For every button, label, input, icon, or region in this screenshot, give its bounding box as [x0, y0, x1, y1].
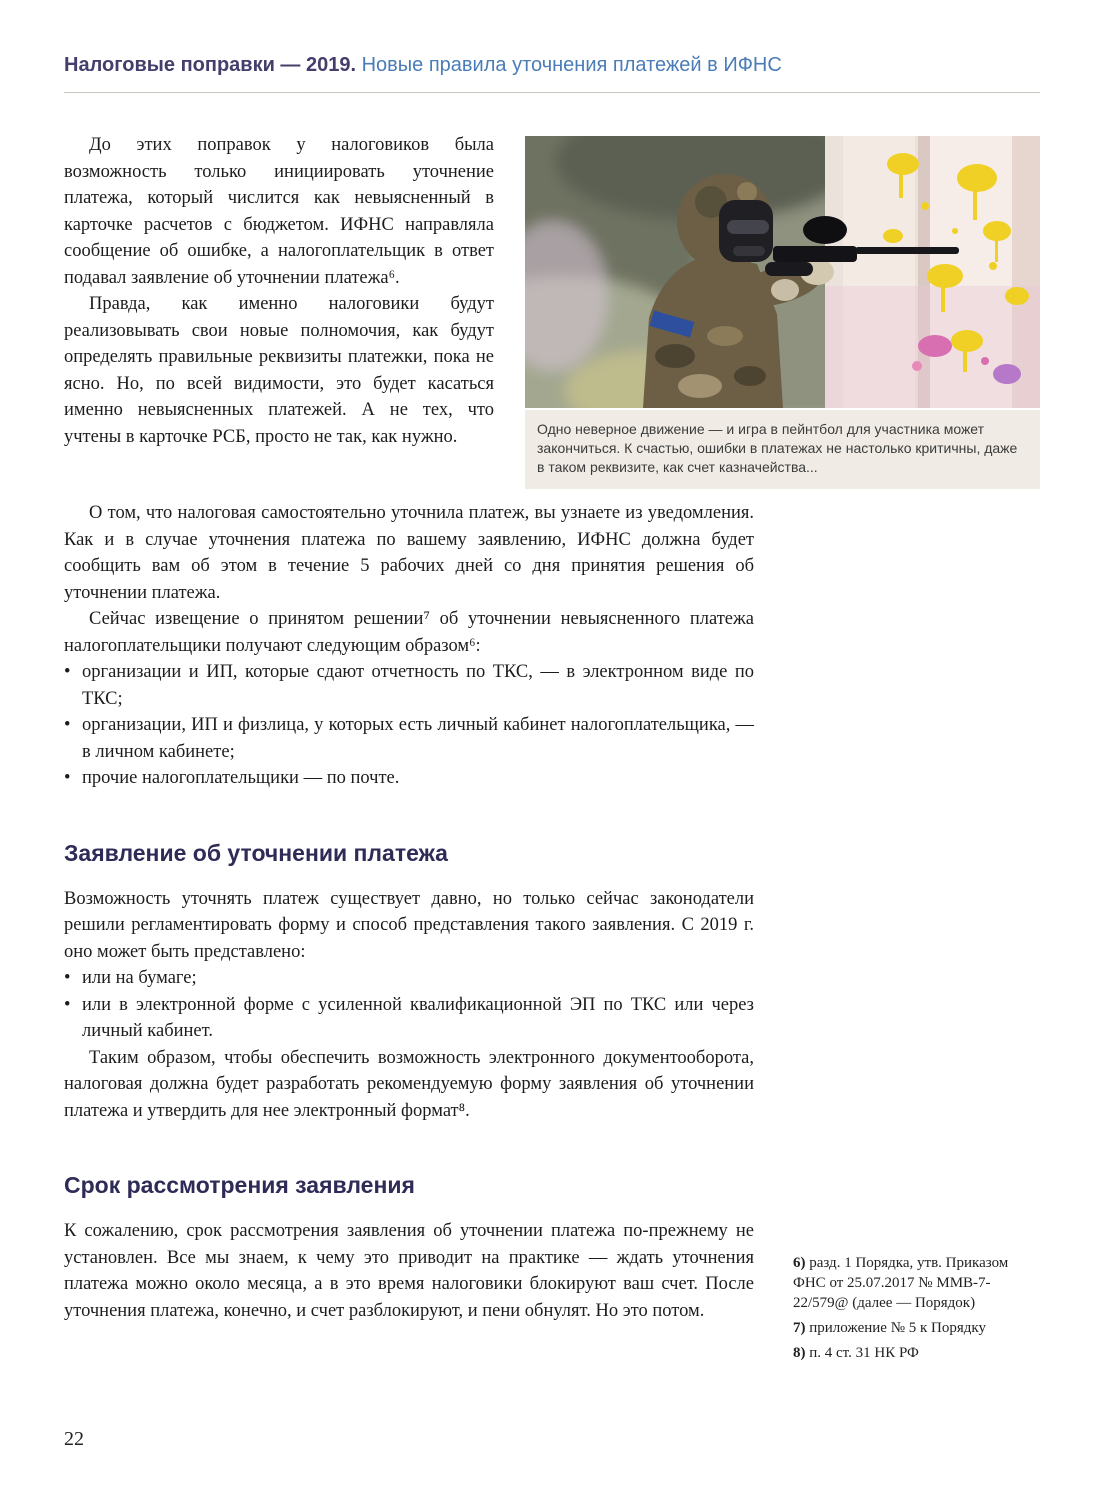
- bullet-icon: •: [64, 968, 71, 988]
- list-item-text: организации и ИП, которые сдают отчетность по ТКС, — в электронном виде по ТКС;: [82, 662, 754, 709]
- paragraph: Сейчас извещение о принятом решении⁷ об уточнении невыясненного платежа налогоплательщики получают следующим образом⁶:: [64, 609, 754, 656]
- list-item-text: прочие налогоплательщики — по почте.: [82, 768, 400, 788]
- footnote: [793, 1253, 1035, 1313]
- footnotes: [793, 1253, 1035, 1368]
- page-number: 22: [64, 1428, 84, 1450]
- footnote-text: п. 4 ст. 31 НК РФ: [805, 1345, 919, 1361]
- paragraph: Таким образом, чтобы обеспечить возможность электронного документооборота, налоговая должна будет разработать рекомендуемую форму заявления об уточнении платежа и утвердить для нее электронный формат⁸.: [64, 1047, 754, 1121]
- paragraph: О том, что налоговая самостоятельно уточнила платеж, вы узнаете из уведомления. Как и в случае уточнения платежа по вашему заявлению, ИФНС должна будет сообщить вам об этом в течение 5 рабочих дней со дня принятия решения об уточнении платежа.: [64, 503, 754, 603]
- list-item: [64, 659, 754, 712]
- footnote-number: 8): [793, 1345, 806, 1361]
- section-heading-application: Заявление об уточнении платежа: [64, 839, 448, 866]
- footnote: [793, 1318, 1035, 1338]
- list-item-text: или на бумаге;: [82, 968, 197, 988]
- list-item: [64, 965, 754, 992]
- paragraph: Правда, как именно налоговики будут реализовывать свои новые полномочия, как будут определять правильные реквизиты платежки, пока не ясно. Но, по всей видимости, это будет касаться именно невыясненных платежей. А не тех, что учтены в карточке РСБ, просто не так, как нужно.: [64, 294, 494, 447]
- list-item: [64, 712, 754, 765]
- list-item: [64, 765, 754, 792]
- application-forms-list: [64, 965, 754, 1045]
- bullet-icon: •: [64, 715, 71, 735]
- bullet-icon: •: [64, 994, 71, 1015]
- paragraph: До этих поправок у налоговиков была возможность только инициировать уточнение платежа, который числится как невыясненный в карточке расчетов с бюджетом. ИФНС направляла сообщение об ошибке, а налогоплательщик в ответ подавал заявление об уточнении платежа⁶.: [64, 135, 494, 288]
- footnote-number: 6): [793, 1255, 806, 1271]
- page-content: [64, 132, 1040, 1324]
- list-item: [64, 992, 754, 1045]
- bullet-icon: •: [64, 768, 71, 788]
- header-title-bold: Налоговые поправки — 2019.: [64, 54, 357, 76]
- footnote: [793, 1343, 1035, 1363]
- list-item-text: или в электронной форме с усиленной квалификационной ЭП по ТКС или через личный кабинет.: [82, 994, 754, 1041]
- footnote-text: разд. 1 Порядка, утв. Приказом ФНС от 25.07.2017 № ММВ-7-22/579@ (далее — Порядок): [793, 1255, 1009, 1311]
- footnote-number: 7): [793, 1320, 806, 1336]
- photo-block: [525, 136, 1040, 489]
- page-header: [64, 52, 1040, 93]
- section-heading-term: Срок рассмотрения заявления: [64, 1172, 415, 1198]
- footnote-text: приложение № 5 к Порядку: [805, 1320, 986, 1336]
- paragraph: Возможность уточнять платеж существует давно, но только сейчас законодатели решили регламентировать форму и способ представления такого заявления. С 2019 г. оно может быть представлено:: [64, 888, 754, 962]
- list-item-text: организации, ИП и физлица, у которых есть личный кабинет налогоплательщика, — в личном кабинете;: [82, 715, 754, 762]
- intro-column: [64, 132, 494, 500]
- header-divider: [64, 92, 1040, 93]
- header-title-rest: Новые правила уточнения платежей в ИФНС: [356, 54, 782, 76]
- paragraph: К сожалению, срок рассмотрения заявления об уточнении платежа по-прежнему не установлен. Все мы знаем, к чему это приводит на практике — ждать уточнения платежа можно около месяца, а в это время налоговики блокируют ваш счет. После уточнения платежа, конечно, и счет разблокируют, и пени обнулят. Но это потом.: [64, 1221, 754, 1321]
- paintball-photo: [525, 136, 1040, 408]
- notification-methods-list: [64, 659, 754, 792]
- photo-caption: Одно неверное движение — и игра в пейнтбол для участника может закончиться. К счастью, ошибки в платежах не настолько критичны, даже в таком реквизите, как счет казначейства...: [525, 410, 1040, 489]
- page-title: [64, 52, 1040, 78]
- bullet-icon: •: [64, 662, 71, 682]
